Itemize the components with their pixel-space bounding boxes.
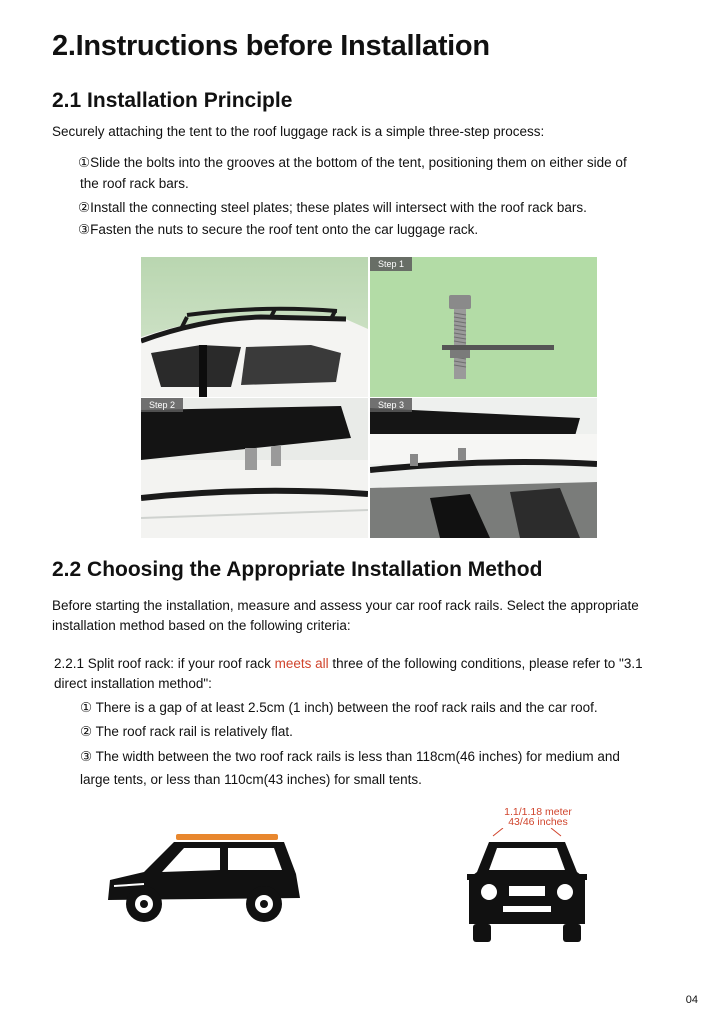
bolt-and-plate-photo [370, 257, 597, 397]
step-number: ② [78, 200, 91, 215]
split-rack-text-continued: three of the following conditions, please refer to "3.1 [328, 656, 643, 671]
condition-text: There is a gap of at least 2.5cm (1 inch) between the roof rack rails and the car roof. [95, 700, 598, 715]
section-heading-installation-method: 2.2 Choosing the Appropriate Installation Method [52, 558, 543, 581]
step-text: Install the connecting steel plates; these plates will intersect with the roof rack bars. [90, 200, 587, 215]
condition-number: ③ [80, 749, 93, 764]
car-front-view-illustration [467, 828, 587, 949]
condition-number: ① [80, 700, 93, 715]
step-number: ③ [78, 222, 91, 237]
step-text: Slide the bolts into the grooves at the bottom of the tent, positioning them on either side of [90, 155, 627, 170]
tent-base-photo [141, 398, 368, 538]
split-rack-text-line-2: direct installation method": [54, 676, 212, 691]
step-1 [78, 152, 698, 194]
condition-text-continued: large tents, or less than 110cm(43 inches) for small tents. [80, 772, 422, 787]
step-text: Fasten the nuts to secure the roof tent onto the car luggage rack. [90, 222, 479, 237]
photo-label: Step 1 [370, 257, 412, 271]
installation-photo-grid [141, 257, 597, 538]
car-side-view-illustration [104, 828, 304, 929]
condition-1 [80, 697, 700, 718]
measurement-meter: 1.1/1.18 meter [504, 806, 572, 818]
photo-label: Step 2 [141, 398, 183, 412]
step-text-continued: the roof rack bars. [80, 176, 189, 191]
photo-label: Step 3 [370, 398, 412, 412]
meets-all-highlight: meets all [274, 656, 329, 671]
step-number: ① [78, 155, 91, 170]
step-2 [78, 197, 698, 218]
step-3 [78, 219, 698, 240]
condition-text: The roof rack rail is relatively flat. [95, 724, 293, 739]
condition-2 [80, 721, 700, 742]
method-intro-line-2: installation method based on the following criteria: [52, 618, 351, 633]
condition-number: ② [80, 724, 93, 739]
section-heading-installation-principle: 2.1 Installation Principle [52, 89, 293, 112]
page-number: 04 [685, 994, 698, 1006]
rack-width-measurement [478, 806, 598, 828]
measurement-inches: 43/46 inches [508, 816, 568, 828]
car-roof-rack-photo [141, 257, 368, 397]
condition-3 [80, 745, 700, 791]
method-intro-line-1: Before starting the installation, measure and assess your car roof rack rails. Select the appropriate [52, 598, 639, 613]
page-title: 2.Instructions before Installation [52, 30, 490, 62]
condition-text: The width between the two roof rack rails is less than 118cm(46 inches) for medium and [95, 749, 620, 764]
installation-intro: Securely attaching the tent to the roof luggage rack is a simple three-step process: [52, 124, 545, 139]
method-intro [52, 596, 692, 636]
tent-mounted-photo [370, 398, 597, 538]
split-roof-rack-criteria [54, 654, 694, 694]
split-rack-text: 2.2.1 Split roof rack: if your roof rack [54, 656, 275, 671]
